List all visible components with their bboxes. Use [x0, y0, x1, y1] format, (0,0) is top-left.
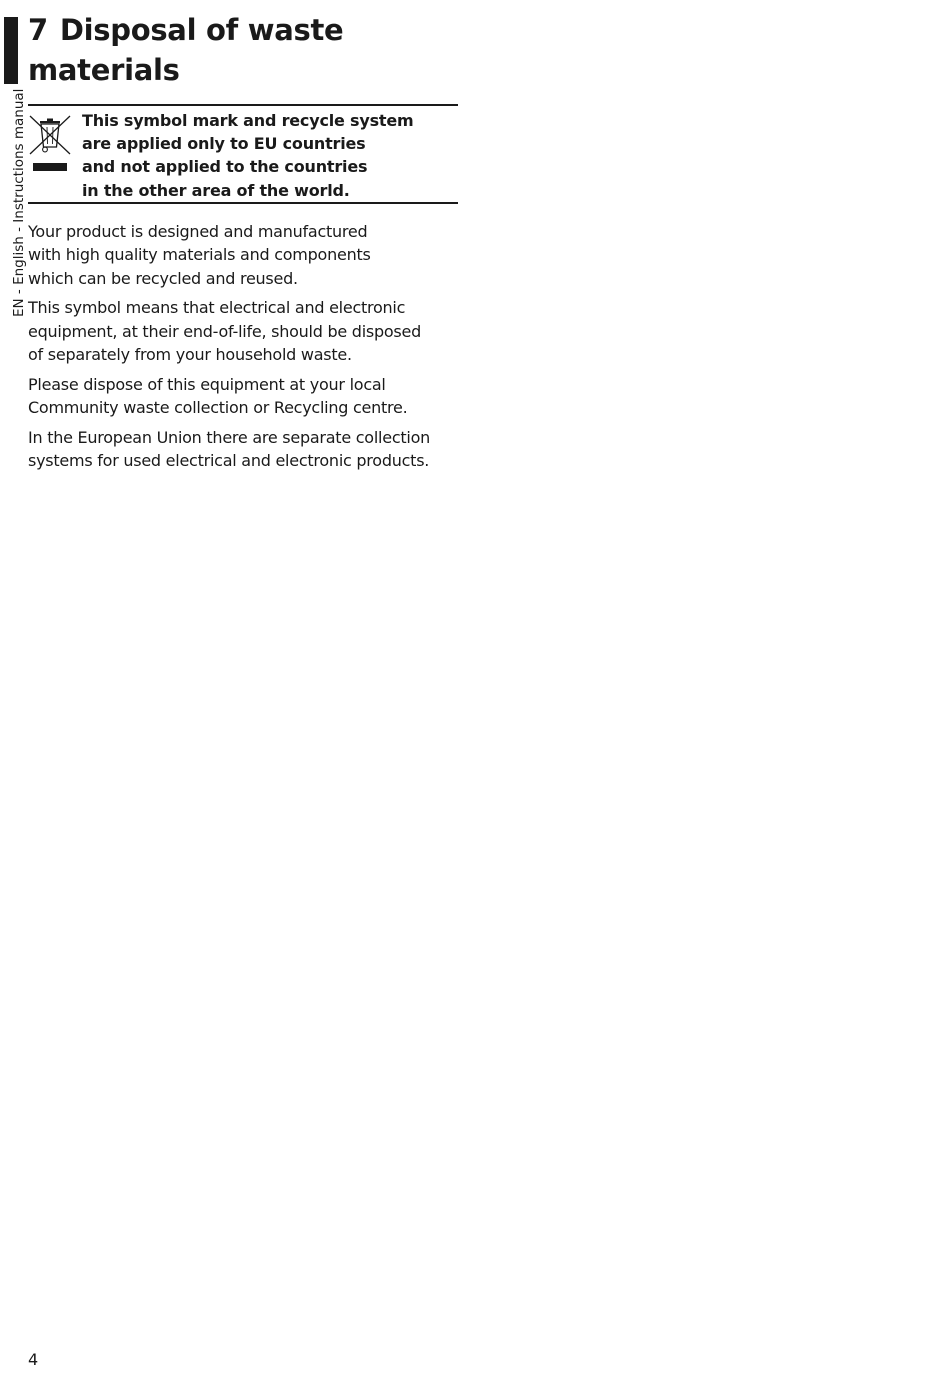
eu-recycle-notice	[28, 104, 458, 204]
section-marker-bar	[4, 17, 18, 84]
paragraph-line: with high quality materials and components	[28, 245, 371, 265]
paragraph-symbol-meaning	[28, 296, 458, 366]
paragraph-line: which can be recycled and reused.	[28, 268, 298, 288]
section-title-line2: materials	[28, 53, 180, 87]
body-text	[28, 220, 458, 479]
notice-line: are applied only to EU countries	[82, 134, 366, 154]
paragraph-line: In the European Union there are separate collection	[28, 427, 431, 447]
sidebar-manual-label: EN - English - Instructions manual	[11, 88, 27, 317]
notice-line: This symbol mark and recycle system	[82, 111, 414, 130]
section-title-line1: Disposal of waste	[59, 13, 344, 47]
paragraph-line: Your product is designed and manufactured	[28, 222, 368, 241]
page-title	[28, 10, 448, 90]
crossed-out-wheelie-bin-icon	[28, 114, 72, 176]
notice-line: in the other area of the world.	[82, 180, 350, 200]
notice-text	[82, 109, 452, 202]
paragraph-line: Please dispose of this equipment at your local	[28, 374, 386, 394]
paragraph-line: This symbol means that electrical and electronic	[28, 298, 406, 318]
paragraph-eu-collection	[28, 426, 458, 473]
notice-line: and not applied to the countries	[82, 157, 368, 177]
paragraph-line: Community waste collection or Recycling centre.	[28, 398, 408, 418]
section-number: 7	[28, 13, 48, 47]
paragraph-line: systems for used electrical and electronic products.	[28, 451, 430, 471]
paragraph-dispose-locally	[28, 373, 458, 420]
paragraph-recyclable-materials	[28, 220, 458, 290]
paragraph-line: equipment, at their end-of-life, should be disposed	[28, 321, 422, 341]
paragraph-line: of separately from your household waste.	[28, 344, 352, 364]
page-number: 4	[28, 1350, 39, 1369]
